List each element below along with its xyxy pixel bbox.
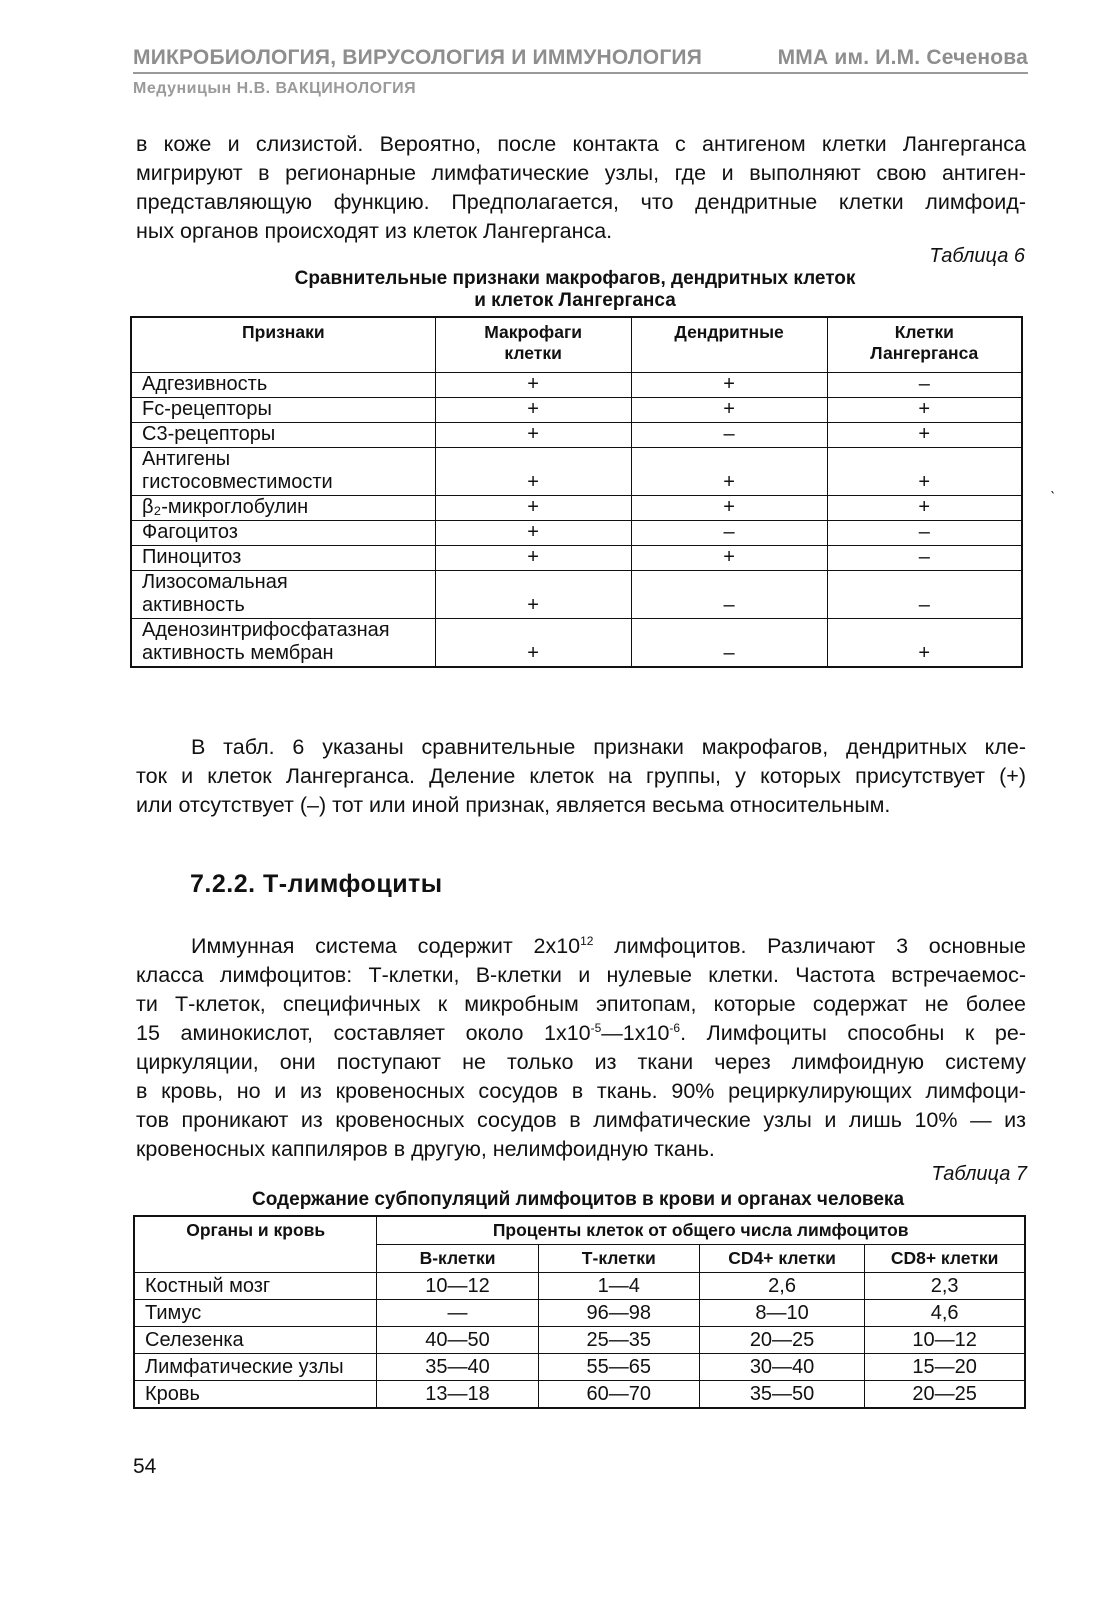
- table7-header-row: [134, 1216, 1025, 1245]
- table6-cell: +: [631, 397, 827, 422]
- table6-cell: +: [827, 618, 1022, 667]
- table7-cell: —: [377, 1300, 538, 1327]
- table7-cell: 30—40: [699, 1354, 864, 1381]
- table7-row-label: Тимус: [134, 1300, 377, 1327]
- table6-header: [631, 317, 827, 372]
- text-line: ти Т-клеток, специфичных к микробным эпитопам, которые содержат не более: [136, 992, 1026, 1016]
- table6-row: [131, 618, 1022, 667]
- table7-cell: 25—35: [538, 1327, 699, 1354]
- table6-cell: –: [631, 570, 827, 618]
- table7-row: [134, 1381, 1025, 1409]
- table6-cell: +: [435, 495, 631, 520]
- running-header: [133, 46, 1028, 74]
- table6-cell: +: [631, 495, 827, 520]
- header-title-right: ММА им. И.М. Сеченова: [777, 46, 1028, 69]
- text-line: ных органов происходят из клеток Лангерганса.: [136, 219, 613, 243]
- text-line: или отсутствует (–) тот или иной признак, является весьма относительным.: [136, 793, 891, 817]
- table6: [130, 316, 1023, 668]
- table6-row: [131, 520, 1022, 545]
- table6-row-label: Фагоцитоз: [131, 520, 435, 545]
- table6-cell: –: [827, 372, 1022, 397]
- table6-cell: +: [827, 447, 1022, 495]
- table7-cell: 35—40: [377, 1354, 538, 1381]
- table7-row: [134, 1327, 1025, 1354]
- table6-row-label: Адгезивность: [131, 372, 435, 397]
- table6-cell: –: [631, 520, 827, 545]
- table7-row: [134, 1300, 1025, 1327]
- table6-title-line: и клеток Лангерганса: [474, 290, 676, 311]
- table6-row-label: Антигены гистосовместимости: [131, 447, 435, 495]
- table6-cell: +: [435, 447, 631, 495]
- table6-row: [131, 447, 1022, 495]
- table7-cell: 10—12: [377, 1273, 538, 1300]
- table6-cell: +: [435, 422, 631, 447]
- table7-cell: 20—25: [865, 1381, 1025, 1409]
- paragraph-2: [136, 733, 1026, 820]
- table7-cell: 60—70: [538, 1381, 699, 1409]
- header-text: Дендритные: [674, 322, 784, 342]
- text-line: в кровь, но и из кровеносных сосудов в ткань. 90% рециркулирующих лимфоци-: [136, 1079, 1026, 1103]
- table6-cell: +: [827, 397, 1022, 422]
- header-subtitle: Медуницын Н.В. ВАКЦИНОЛОГИЯ: [133, 80, 417, 97]
- table7-row: [134, 1354, 1025, 1381]
- table7: [133, 1215, 1026, 1409]
- table6-header-row: [131, 317, 1022, 372]
- header-text: Макрофаги клетки: [484, 322, 582, 363]
- table6-cell: +: [827, 422, 1022, 447]
- table6-header: [131, 317, 435, 372]
- text-line: В табл. 6 указаны сравнительные признаки макрофагов, дендритных кле-: [191, 735, 1026, 759]
- text-line: 15 аминокислот, составляет около $1х10^{-5}—1х10^{-6}$. Лимфоциты способны к ре-: [136, 1020, 1026, 1045]
- text-line: представляющую функцию. Предполагается, что дендритные клетки лимфоид-: [136, 190, 1026, 214]
- table7-group-header: Проценты клеток от общего числа лимфоцитов: [377, 1216, 1025, 1245]
- table6-cell: –: [827, 545, 1022, 570]
- table6-row: [131, 372, 1022, 397]
- table6-cell: +: [435, 545, 631, 570]
- table7-cell: 15—20: [865, 1354, 1025, 1381]
- table6-header: [827, 317, 1022, 372]
- table6-row: [131, 422, 1022, 447]
- table6-cell: –: [827, 520, 1022, 545]
- table6-row: [131, 495, 1022, 520]
- table6-row-label: Лизосомальная активность: [131, 570, 435, 618]
- header-text: Клетки Лангерганса: [870, 322, 979, 363]
- paragraph-1: [136, 130, 1026, 246]
- table6-cell: +: [631, 545, 827, 570]
- table6-cell: –: [631, 422, 827, 447]
- table6-cell: +: [435, 570, 631, 618]
- table6-title: [130, 268, 1020, 312]
- text-line: класса лимфоцитов: Т-клетки, В-клетки и нулевые клетки. Частота встречаемос-: [136, 963, 1026, 987]
- text-line: ток и клеток Лангерганса. Деление клеток на группы, у которых присутствует (+): [136, 764, 1026, 788]
- table6-row: [131, 570, 1022, 618]
- text-line: циркуляции, они поступают не только из ткани через лимфоидную систему: [136, 1050, 1026, 1074]
- section-title: 7.2.2. Т-лимфоциты: [190, 870, 443, 898]
- paragraph-3: [136, 932, 1026, 1164]
- table7-subheader: Т-клетки: [538, 1245, 699, 1273]
- text-line: Иммунная система содержит $2х10^{12}$ лимфоцитов. Различают 3 основные: [191, 933, 1026, 958]
- table7-cell: 55—65: [538, 1354, 699, 1381]
- table7-subheader: В-клетки: [377, 1245, 538, 1273]
- text-line: в коже и слизистой. Вероятно, после контакта с антигеном клетки Лангерганса: [136, 132, 1026, 156]
- table6-row-label: Пиноцитоз: [131, 545, 435, 570]
- table7-subheader: CD4+ клетки: [699, 1245, 864, 1273]
- table7-cell: 8—10: [699, 1300, 864, 1327]
- table7-cell: 10—12: [865, 1327, 1025, 1354]
- table6-cell: +: [435, 397, 631, 422]
- table7-cell: 2,3: [865, 1273, 1025, 1300]
- table6-row-label: Fc-рецепторы: [131, 397, 435, 422]
- table7-header: Органы и кровь: [134, 1216, 377, 1273]
- table7-cell: 1—4: [538, 1273, 699, 1300]
- table6-title-line: Сравнительные признаки макрофагов, дендритных клеток: [294, 268, 856, 289]
- table7-label: Таблица 7: [931, 1163, 1027, 1185]
- table7-cell: 96—98: [538, 1300, 699, 1327]
- table6-cell: +: [435, 372, 631, 397]
- table6-cell: –: [827, 570, 1022, 618]
- table7-cell: 2,6: [699, 1273, 864, 1300]
- header-text: Признаки: [242, 322, 325, 342]
- table6-cell: +: [827, 495, 1022, 520]
- table6-header: [435, 317, 631, 372]
- table7-cell: 4,6: [865, 1300, 1025, 1327]
- table7-cell: 40—50: [377, 1327, 538, 1354]
- table6-cell: +: [631, 372, 827, 397]
- table6-row-label: β₂-микроглобулин: [131, 495, 435, 520]
- margin-mark: ˋ: [1050, 490, 1056, 507]
- table6-cell: +: [435, 520, 631, 545]
- table6-label: Таблица 6: [929, 245, 1025, 267]
- header-title-left: МИКРОБИОЛОГИЯ, ВИРУСОЛОГИЯ И ИММУНОЛОГИЯ: [133, 46, 703, 69]
- table7-cell: 20—25: [699, 1327, 864, 1354]
- text-line: кровеносных каппиляров в другую, нелимфоидную ткань.: [136, 1137, 715, 1161]
- table6-cell: +: [631, 447, 827, 495]
- table7-subheader: CD8+ клетки: [865, 1245, 1025, 1273]
- table7-cell: 35—50: [699, 1381, 864, 1409]
- table7-cell: 13—18: [377, 1381, 538, 1409]
- table6-row: [131, 545, 1022, 570]
- text-line: мигрируют в регионарные лимфатические узлы, где и выполняют свою антиген-: [136, 161, 1026, 185]
- page-number: 54: [133, 1455, 157, 1478]
- table6-cell: +: [435, 618, 631, 667]
- table6-cell: –: [631, 618, 827, 667]
- table7-row-label: Селезенка: [134, 1327, 377, 1354]
- text-line: тов проникают из кровеносных сосудов в лимфатические узлы и лишь 10% — из: [136, 1108, 1026, 1132]
- table7-title: Содержание субпопуляций лимфоцитов в крови и органах человека: [251, 1189, 905, 1210]
- table6-row: [131, 397, 1022, 422]
- table7-row-label: Лимфатические узлы: [134, 1354, 377, 1381]
- table6-row-label: С3-рецепторы: [131, 422, 435, 447]
- table7-row: [134, 1273, 1025, 1300]
- table6-row-label: Аденозинтрифосфатазная активность мембран: [131, 618, 435, 667]
- table7-row-label: Кровь: [134, 1381, 377, 1409]
- table7-row-label: Костный мозг: [134, 1273, 377, 1300]
